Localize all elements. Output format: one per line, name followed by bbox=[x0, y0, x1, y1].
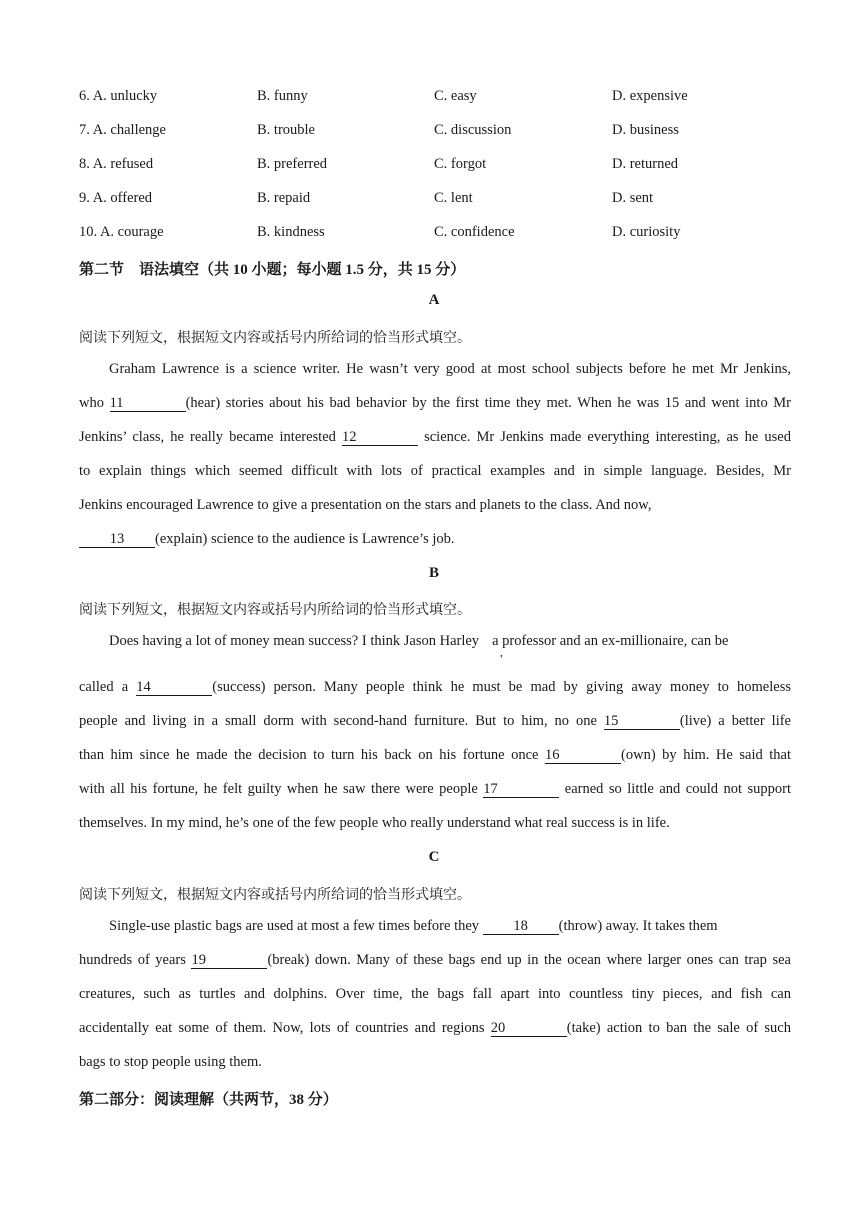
passage-a-line-2 bbox=[79, 395, 791, 412]
option-row-6 bbox=[79, 88, 799, 108]
text: (throw) away. It takes them bbox=[558, 918, 718, 934]
text: called a bbox=[79, 679, 137, 695]
passage-a-line-3 bbox=[79, 429, 791, 446]
text: who bbox=[79, 395, 110, 411]
text: (take) action to ban the sale of such bbox=[566, 1020, 791, 1036]
option-9d: D. sent bbox=[612, 190, 654, 206]
option-7c: C. discussion bbox=[434, 122, 512, 138]
blank-17[interactable]: 17 bbox=[483, 782, 559, 798]
option-row-7 bbox=[79, 122, 799, 142]
passage-c-instruction: 阅读下列短文，根据短文内容或括号内所给词的恰当形式填空。 bbox=[79, 888, 471, 903]
option-9c: C. lent bbox=[434, 190, 473, 206]
option-8d: D. returned bbox=[612, 156, 679, 172]
option-7a: 7. A. challenge bbox=[79, 122, 166, 138]
option-10d: D. curiosity bbox=[612, 224, 681, 240]
passage-c-line-4 bbox=[79, 1020, 791, 1037]
passage-c-line-2 bbox=[79, 952, 791, 969]
text: (own) by him. He said that bbox=[621, 747, 791, 763]
section-2-title: 第二节 语法填空（共 10 小题；每小题 1.5 分，共 15 分） bbox=[79, 262, 466, 278]
part-2-title: 第二部分：阅读理解（共两节，38 分） bbox=[79, 1092, 338, 1108]
option-8a: 8. A. refused bbox=[79, 156, 154, 172]
option-7d: D. business bbox=[612, 122, 679, 138]
passage-a-line-6 bbox=[79, 531, 791, 548]
passage-b-line-5 bbox=[79, 781, 791, 798]
text: with all his fortune, he felt guilty when he saw there were people bbox=[79, 781, 484, 797]
option-row-10 bbox=[79, 224, 799, 244]
text: (explain) science to the audience is Lawrence’s job. bbox=[155, 531, 455, 547]
blank-12[interactable]: 12 bbox=[342, 430, 418, 446]
option-10c: C. confidence bbox=[434, 224, 515, 240]
passage-c-letter: C bbox=[428, 849, 440, 865]
text: a professor and an ex-millionaire, can be bbox=[492, 633, 729, 649]
text: hundreds of years bbox=[79, 952, 192, 968]
passage-a-line-4: to explain things which seemed difficult with lots of practical examples and in simple language. Besides, Mr bbox=[79, 463, 791, 479]
blank-14[interactable]: 14 bbox=[136, 680, 212, 696]
blank-20[interactable]: 20 bbox=[491, 1021, 567, 1037]
blank-19[interactable]: 19 bbox=[191, 953, 267, 969]
option-10b: B. kindness bbox=[257, 224, 325, 240]
passage-b-line-3 bbox=[79, 713, 791, 730]
passage-b-line-6: themselves. In my mind, he’s one of the few people who really understand what real success is in life. bbox=[79, 815, 670, 831]
passage-b-line-4 bbox=[79, 747, 791, 764]
blank-16[interactable]: 16 bbox=[545, 748, 621, 764]
text: (break) down. Many of these bags end up in the ocean where larger ones can trap sea bbox=[267, 952, 791, 968]
stray-comma: , bbox=[500, 645, 503, 659]
blank-11[interactable]: 11 bbox=[110, 396, 186, 412]
passage-a-instruction: 阅读下列短文，根据短文内容或括号内所给词的恰当形式填空。 bbox=[79, 331, 471, 346]
option-9a: 9. A. offered bbox=[79, 190, 153, 206]
blank-15[interactable]: 15 bbox=[604, 714, 680, 730]
text: science. Mr Jenkins made everything interesting, as he used bbox=[418, 429, 791, 445]
option-9b: B. repaid bbox=[257, 190, 311, 206]
option-6a: 6. A. unlucky bbox=[79, 88, 158, 104]
option-row-9 bbox=[79, 190, 799, 210]
option-6c: C. easy bbox=[434, 88, 477, 104]
passage-b-line-1 bbox=[109, 633, 791, 650]
text: than him since he made the decision to turn his back on his fortune once bbox=[79, 747, 546, 763]
option-7b: B. trouble bbox=[257, 122, 315, 138]
passage-a-line-1: Graham Lawrence is a science writer. He wasn’t very good at most school subjects before he met Mr Jenkins, bbox=[109, 361, 791, 377]
text: Single-use plastic bags are used at most a few times before they bbox=[109, 918, 483, 934]
text: earned so little and could not support bbox=[559, 781, 791, 797]
passage-c-line-1 bbox=[109, 918, 791, 935]
text: people and living in a small dorm with second-hand furniture. But to him, no one bbox=[79, 713, 604, 729]
blank-13[interactable]: 13 bbox=[79, 532, 155, 548]
option-row-8 bbox=[79, 156, 799, 176]
text: accidentally eat some of them. Now, lots of countries and regions bbox=[79, 1020, 491, 1036]
passage-c-line-5: bags to stop people using them. bbox=[79, 1054, 262, 1070]
text: Jenkins’ class, he really became interested bbox=[79, 429, 342, 445]
passage-a-line-5: Jenkins encouraged Lawrence to give a presentation on the stars and planets to the class. And now, bbox=[79, 497, 652, 513]
passage-b-instruction: 阅读下列短文，根据短文内容或括号内所给词的恰当形式填空。 bbox=[79, 603, 471, 618]
blank-18[interactable]: 18 bbox=[483, 919, 559, 935]
passage-b-letter: B bbox=[428, 565, 439, 581]
option-8b: B. preferred bbox=[257, 156, 328, 172]
passage-b-line-2 bbox=[79, 679, 791, 696]
option-10a: 10. A. courage bbox=[79, 224, 164, 240]
text: (live) a better life bbox=[679, 713, 791, 729]
text: Does having a lot of money mean success? I think Jason Harley bbox=[109, 633, 480, 649]
option-6b: B. funny bbox=[257, 88, 308, 104]
text: (success) person. Many people think he must be mad by giving away money to homeless bbox=[212, 679, 791, 695]
passage-c-line-3: creatures, such as turtles and dolphins. Over time, the bags fall apart into countless tiny pieces, and fish can bbox=[79, 986, 791, 1002]
option-6d: D. expensive bbox=[612, 88, 688, 104]
option-8c: C. forgot bbox=[434, 156, 487, 172]
passage-a-letter: A bbox=[428, 292, 440, 308]
text: (hear) stories about his bad behavior by the first time they met. When he was 15 and went into Mr bbox=[185, 395, 791, 411]
